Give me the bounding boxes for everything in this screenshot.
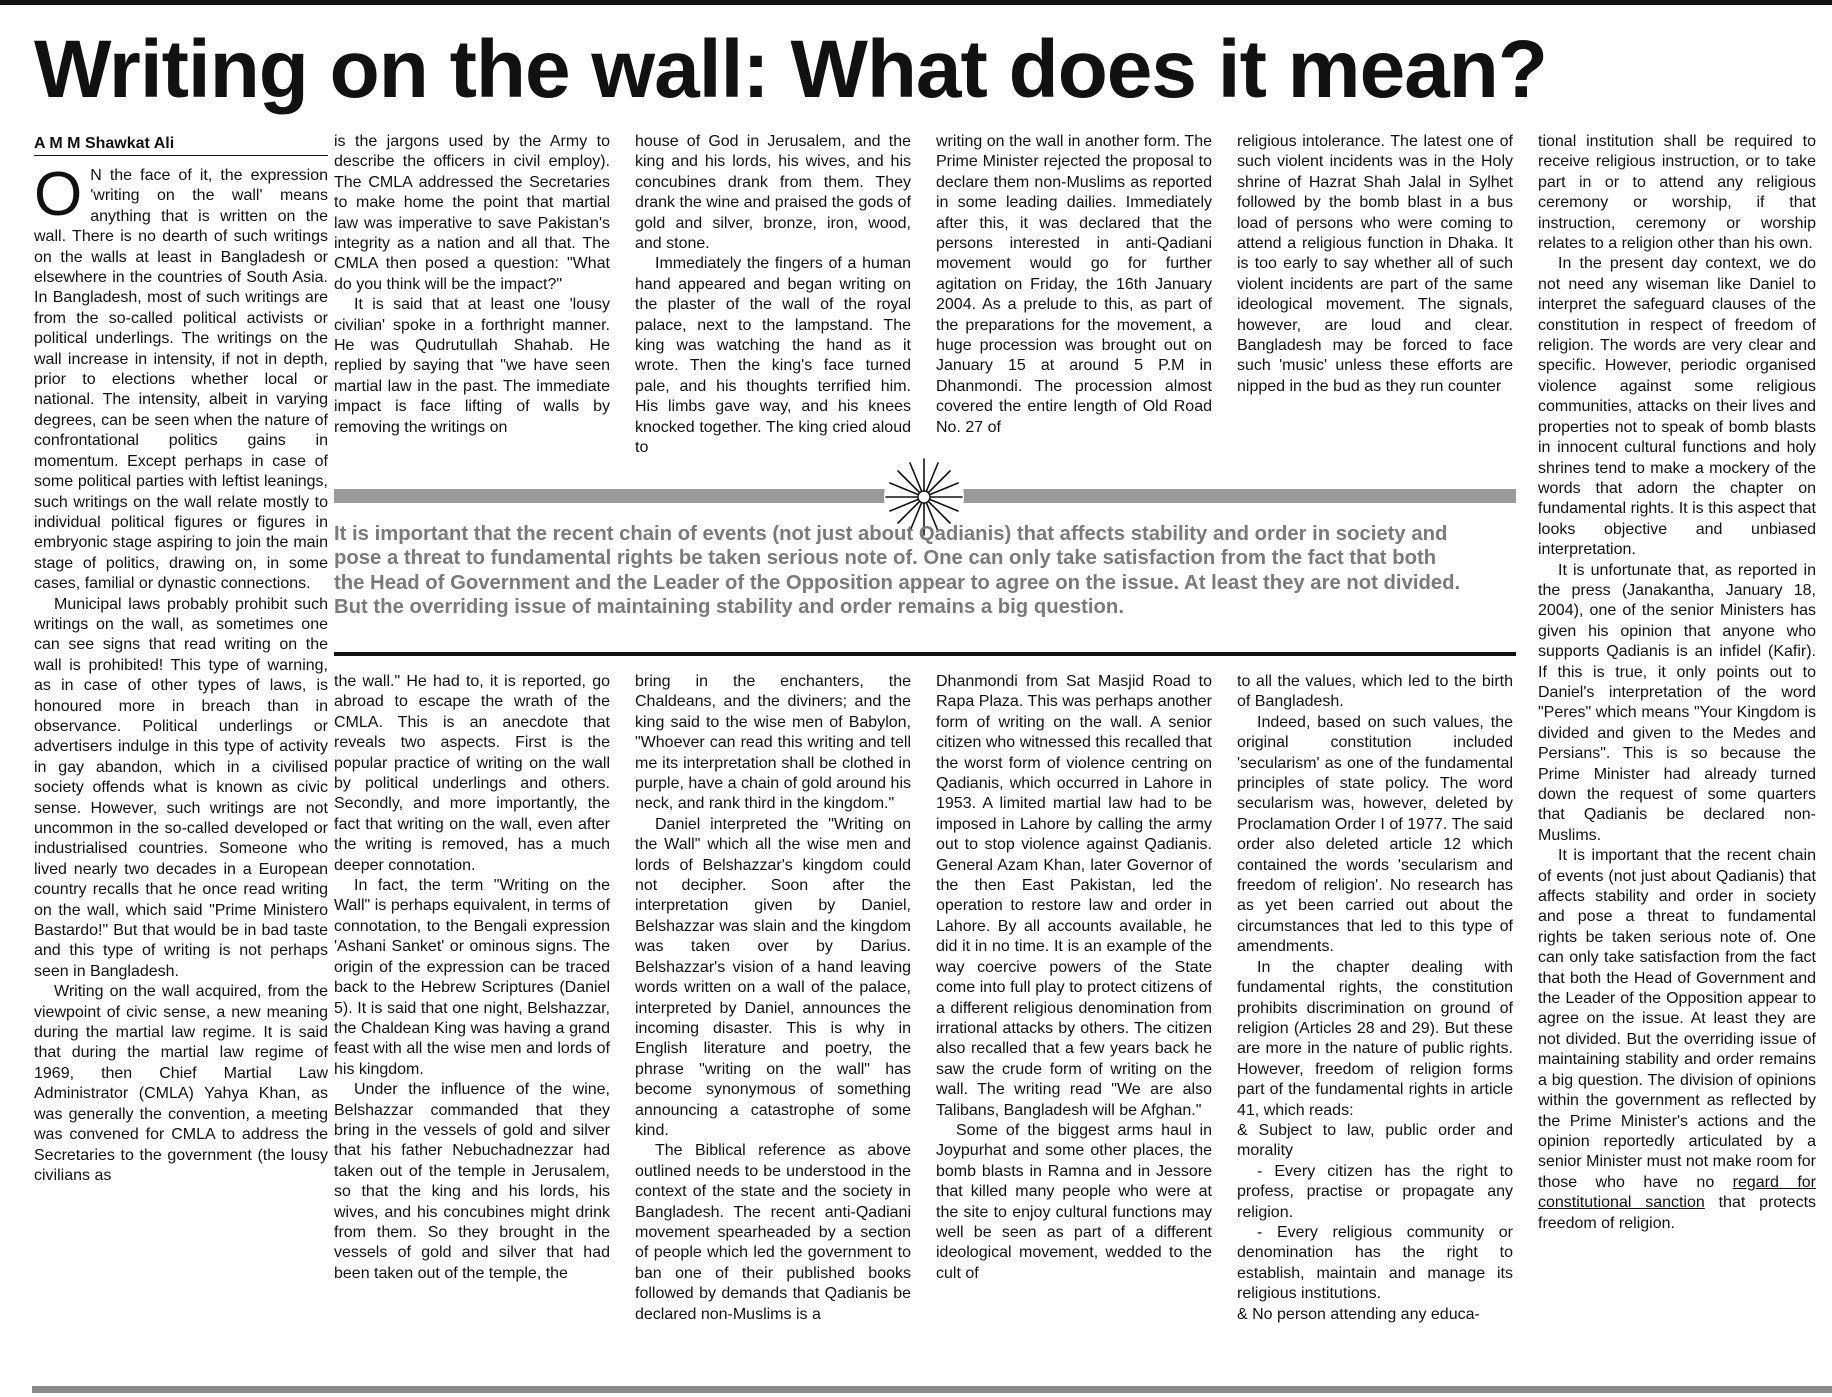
- col6-para-2: In the present day context, we do not need any wiseman like Daniel to interpret the safeguard clauses of the constitution in respect of freedom of religion. The words are very clear and specific. However, periodic organised violence against some religious communities, attacks on their lives and properties not to speak of bomb blasts in innocent cultural functions and holy shrines tend to make a mockery of the words that adorn the chapter on fundamental rights. It is this aspect that looks objective and unbiased interpretation.: [1538, 255, 1816, 559]
- column-4-bottom: [936, 672, 1212, 1376]
- col2-bottom-para-2: In fact, the term "Writing on the Wall" is perhaps equivalent, in terms of connotation, to the Bengali expression 'Ashani Sanket' or ominous signs. The origin of the expression can be traced back to the Hebrew Scriptures (Daniel 5). It is said that one night, Belshazzar, the Chaldean King was having a grand feast with all the wise men and lords of his kingdom.: [334, 877, 610, 1078]
- col6-para-3: It is unfortunate that, as reported in the press (Janakantha, January 18, 2004), one of the senior Ministers has given his opinion that anyone who supports Qadianis is an infidel (Kafir). If this is true, it only points out to Daniel's interpretation of the word "Peres" which means "Your Kingdom is divided and given to the Medes and Persians". This is so because the Prime Minister had already turned down the request of some quarters that Qadianis be declared non-Muslims.: [1538, 561, 1816, 844]
- drop-cap: O: [34, 166, 83, 229]
- col2-bottom-para-3: Under the influence of the wine, Belshazzar commanded that they bring in the vessels of gold and silver that his father Nebuchadnezzar had taken out of the temple in Jerusalem, so that the king and his lords, his wives, and his concubines might drink from them. So they brought in the vessels of gold and silver that had been taken out of the temple, the: [334, 1081, 610, 1282]
- column-4-top: [936, 132, 1212, 462]
- col4-bottom-para-1: Dhanmondi from Sat Masjid Road to Rapa Plaza. This was perhaps another form of writing on the wall. A senior citizen who witnessed this recalled that the worst form of violence centring on Qadianis, which occurred in Lahore in 1953. A limited martial law had to be imposed in Lahore by calling the army out to stop violence against Qadianis. General Azam Khan, later Governor of the then East Pakistan, led the operation to restore law and order in Lahore. By all accounts available, he did it in no time. It is an example of the way coercive powers of the State come into full play to protect citizens of a different religious denomination from irrational attacks by others. The citizen also recalled that a few years back he saw the crude form of writing on the wall. The writing read "We are also Talibans, Bangladesh will be Afghan.": [936, 673, 1212, 1119]
- column-2-bottom: [334, 672, 610, 1376]
- column-1: [34, 166, 328, 1376]
- pull-quote: [334, 522, 1516, 620]
- col5-bottom-para-7: & No person attending any educa-: [1237, 1305, 1480, 1323]
- pull-quote-line-3: the Head of Government and the Leader of the Opposition appear to agree on the issue. At least they are not divided.: [334, 571, 1461, 594]
- col3-bottom-para-3: The Biblical reference as above outlined needs to be understood in the context of the state and the society in Bangladesh. The recent anti-Qadiani movement spearheaded by a section of people which led the government to ban one of their published books followed by demands that Qadianis be declared non-Muslims is a: [635, 1142, 911, 1323]
- underlined-phrase: regard for constitutional sanction: [1538, 1173, 1816, 1212]
- col1-para-2: Municipal laws probably prohibit such writings on the wall, as sometimes one can see signs that read writing on the wall is prohibited! This type of warning, as in case of other types of laws, is honoured more in breach than in observance. Political underlings or advertisers indulge in this type of activity in gay abandon, which in a civilised society offends what is known as civic sense. However, such writings are not uncommon in the so-called developed or industrialised countries. Someone who lived nearly two decades in a European country recalls that he once read writing on the wall, which said "Prime Ministero Bastardo!" But that would be in bad taste and this type of writing is not perhaps seen in Bangladesh.: [34, 595, 328, 980]
- col2-top-para-1: is the jargons used by the Army to describe the officers in civil employ). The CMLA addressed the Secretaries to make home the point that martial law was imperative to save Pakistan's integrity as a nation and all that. The CMLA then posed a question: "What do you think will be the impact?": [334, 133, 610, 293]
- col1-para-3: Writing on the wall acquired, from the viewpoint of civic sense, a new meaning during the martial law regime. It is said that during the martial law regime of 1969, then Chief Martial Law Administrator (CMLA) Yahya Khan, as was generally the convention, a meeting was convened for CMLA to address the Secretaries to the government (the lousy civilians as: [34, 983, 328, 1184]
- column-3-bottom: [635, 672, 911, 1376]
- col6-para-4: It is important that the recent chain of events (not just about Qadianis) that affects stability and order in society and pose a threat to fundamental rights be taken serious note of. One can only take satisfaction from the fact that both the Head of Government and the Leader of the Opposition appear to agree on the issue. At least they are not divided. But the overriding issue of maintaining stability and order remains a big question. The division of opinions within the government as reflected by the Prime Minister's actions and the opinion reportedly articulated by a senior Minister must not make room for those who have no regard for constitutional sanction that protects freedom of religion.: [1538, 847, 1816, 1232]
- col3-bottom-para-1: bring in the enchanters, the Chaldeans, and the diviners; and the king said to the wise men of Babylon, "Whoever can read this writing and tell me its interpretation shall be clothed in purple, have a chain of gold around his neck, and rank third in the kingdom.": [635, 673, 911, 813]
- col5-bottom-para-4: & Subject to law, public order and morality: [1237, 1121, 1513, 1160]
- column-3-top: [635, 132, 911, 462]
- col4-bottom-para-2: Some of the biggest arms haul in Joypurhat and some other places, the bomb blasts in Ramna and in Jessore that killed many people who were at the site to enjoy cultural functions may well be seen as part of a different ideological movement, wedded to the cult of: [936, 1121, 1212, 1282]
- col5-bottom-para-3: In the chapter dealing with fundamental rights, the constitution prohibits discrimination on ground of religion (Articles 28 and 29). But these are more in the nature of public rights. However, freedom of religion forms part of the fundamental rights in article 41, which reads:: [1237, 958, 1513, 1119]
- column-5-top: [1237, 132, 1513, 462]
- top-rule: [0, 0, 1832, 5]
- col2-bottom-para-1: the wall." He had to, it is reported, go abroad to escape the wrath of the CMLA. This is an anecdote that reveals two aspects. First is the popular practice of writing on the wall by political underlings and others. Secondly, and more importantly, the fact that writing on the wall, even after the writing is removed, has a much deeper connotation.: [334, 673, 610, 874]
- col3-bottom-para-2: Daniel interpreted the "Writing on the Wall" which all the wise men and lords of Belshazzar's kingdom could not decipher. Soon after the interpretation given by Daniel, Belshazzar was slain and the kingdom was taken over by Darius. Belshazzar's vision of a hand leaving words written on a wall of the palace, interpreted by Daniel, announces the incoming disaster. This is why in English literature and poetry, the phrase "writing on the wall" has become synonymous of something announcing a catastrophe of some kind.: [635, 815, 911, 1139]
- column-2-top: [334, 132, 610, 462]
- col1-para-1: O N the face of it, the expression 'writing on the wall' means anything that is written on the wall. There is no dearth of such writings on the walls at least in Bangladesh or elsewhere in the countries of South Asia. In Bangladesh, most of such writings are from the so-called political activists or political underlings. The writings on the wall increase in intensity, if not in depth, prior to elections whether local or national. The intensity, albeit in varying degrees, can be seen when the nature of confrontational politics gains in momentum. Except perhaps in case of some political parties with leftist leanings, such writings on the wall relate mostly to individual political figures or figures in embryonic stage aspiring to join the main stage of politics, drawing on, in some cases, familial or dynastic connections.: [34, 166, 328, 593]
- col3-top-para-1: house of God in Jerusalem, and the king and his lords, his wives, and his concubines drank from them. They drank the wine and praised the gods of gold and silver, bronze, iron, wood, and stone.: [635, 133, 911, 253]
- col2-top-para-2: It is said that at least one 'lousy civilian' spoke in a forthright manner. He was Qudrutullah Shahab. He replied by saying that "we have seen martial law in the past. The immediate impact is face lifting of walls by removing the writings on: [334, 296, 610, 436]
- col5-bottom-para-2: Indeed, based on such values, the original constitution included 'secularism' as one of the fundamental principles of state policy. The word secularism was, however, deleted by Proclamation Order I of 1977. The said order also deleted article 12 which contained the words 'secularism and freedom of religion'. No research has as yet been carried out about the circumstances that led to this type of amendments.: [1237, 713, 1513, 956]
- bottom-rule: [32, 1386, 1832, 1393]
- pull-quote-line-2: pose a threat to fundamental rights be taken serious note of. One can only take satisfaction from the fact that both: [334, 547, 1437, 570]
- byline: A M M Shawkat Ali: [34, 134, 328, 156]
- headline: Writing on the wall: What does it mean?: [34, 24, 1547, 115]
- col5-bottom-para-6: - Every religious community or denomination has the right to establish, maintain and manage its religious institutions.: [1237, 1223, 1513, 1303]
- pull-quote-line-1: It is important that the recent chain of events (not just about Qadianis) that affects stability and order in society and: [334, 523, 1448, 545]
- col6-para-1: tional institution shall be required to receive religious instruction, or to take part in or to attend any religious ceremony or worship, if that instruction, ceremony or worship relates to a religion other than his own.: [1538, 133, 1816, 253]
- col5-top-para-1: religious intolerance. The latest one of such violent incidents was in the Holy shrine of Hazrat Shah Jalal in Sylhet followed by the bomb blast in a bus load of persons who were coming to attend a religious function in Dhaka. It is too early to say whether all of such violent incidents are part of the same ideological movement. The signals, however, are loud and clear. Bangladesh may be forced to face such 'music' unless these efforts are nipped in the bud as they run counter: [1237, 133, 1513, 395]
- col4-top-para-1: writing on the wall in another form. The Prime Minister rejected the proposal to declare them non-Muslims as reported in some leading dailies. Immediately after this, it was declared that the persons interested in anti-Qadiani movement would go for further agitation on Friday, the 16th January 2004. As a prelude to this, as part of the preparations for the movement, a huge procession was brought out on January 15 at around 5 P.M in Dhanmondi. The procession almost covered the entire length of Old Road No. 27 of: [936, 133, 1212, 436]
- pullquote-bottom-rule: [334, 652, 1516, 656]
- col3-top-para-2: Immediately the fingers of a human hand appeared and began writing on the plaster of the wall of the royal palace, next to the lampstand. The king was watching the hand as it wrote. Then the king's face turned pale, and his thoughts terrified him. His limbs gave way, and his knees knocked together. The king cried aloud to: [635, 255, 911, 457]
- column-6: [1538, 132, 1816, 1378]
- col5-bottom-para-5: - Every citizen has the right to profess, practise or propagate any religion.: [1237, 1162, 1513, 1221]
- column-5-bottom: [1237, 672, 1513, 1376]
- col5-bottom-para-1: to all the values, which led to the birth of Bangladesh.: [1237, 673, 1513, 711]
- pull-quote-line-4: But the overriding issue of maintaining stability and order remains a big question.: [334, 596, 1124, 619]
